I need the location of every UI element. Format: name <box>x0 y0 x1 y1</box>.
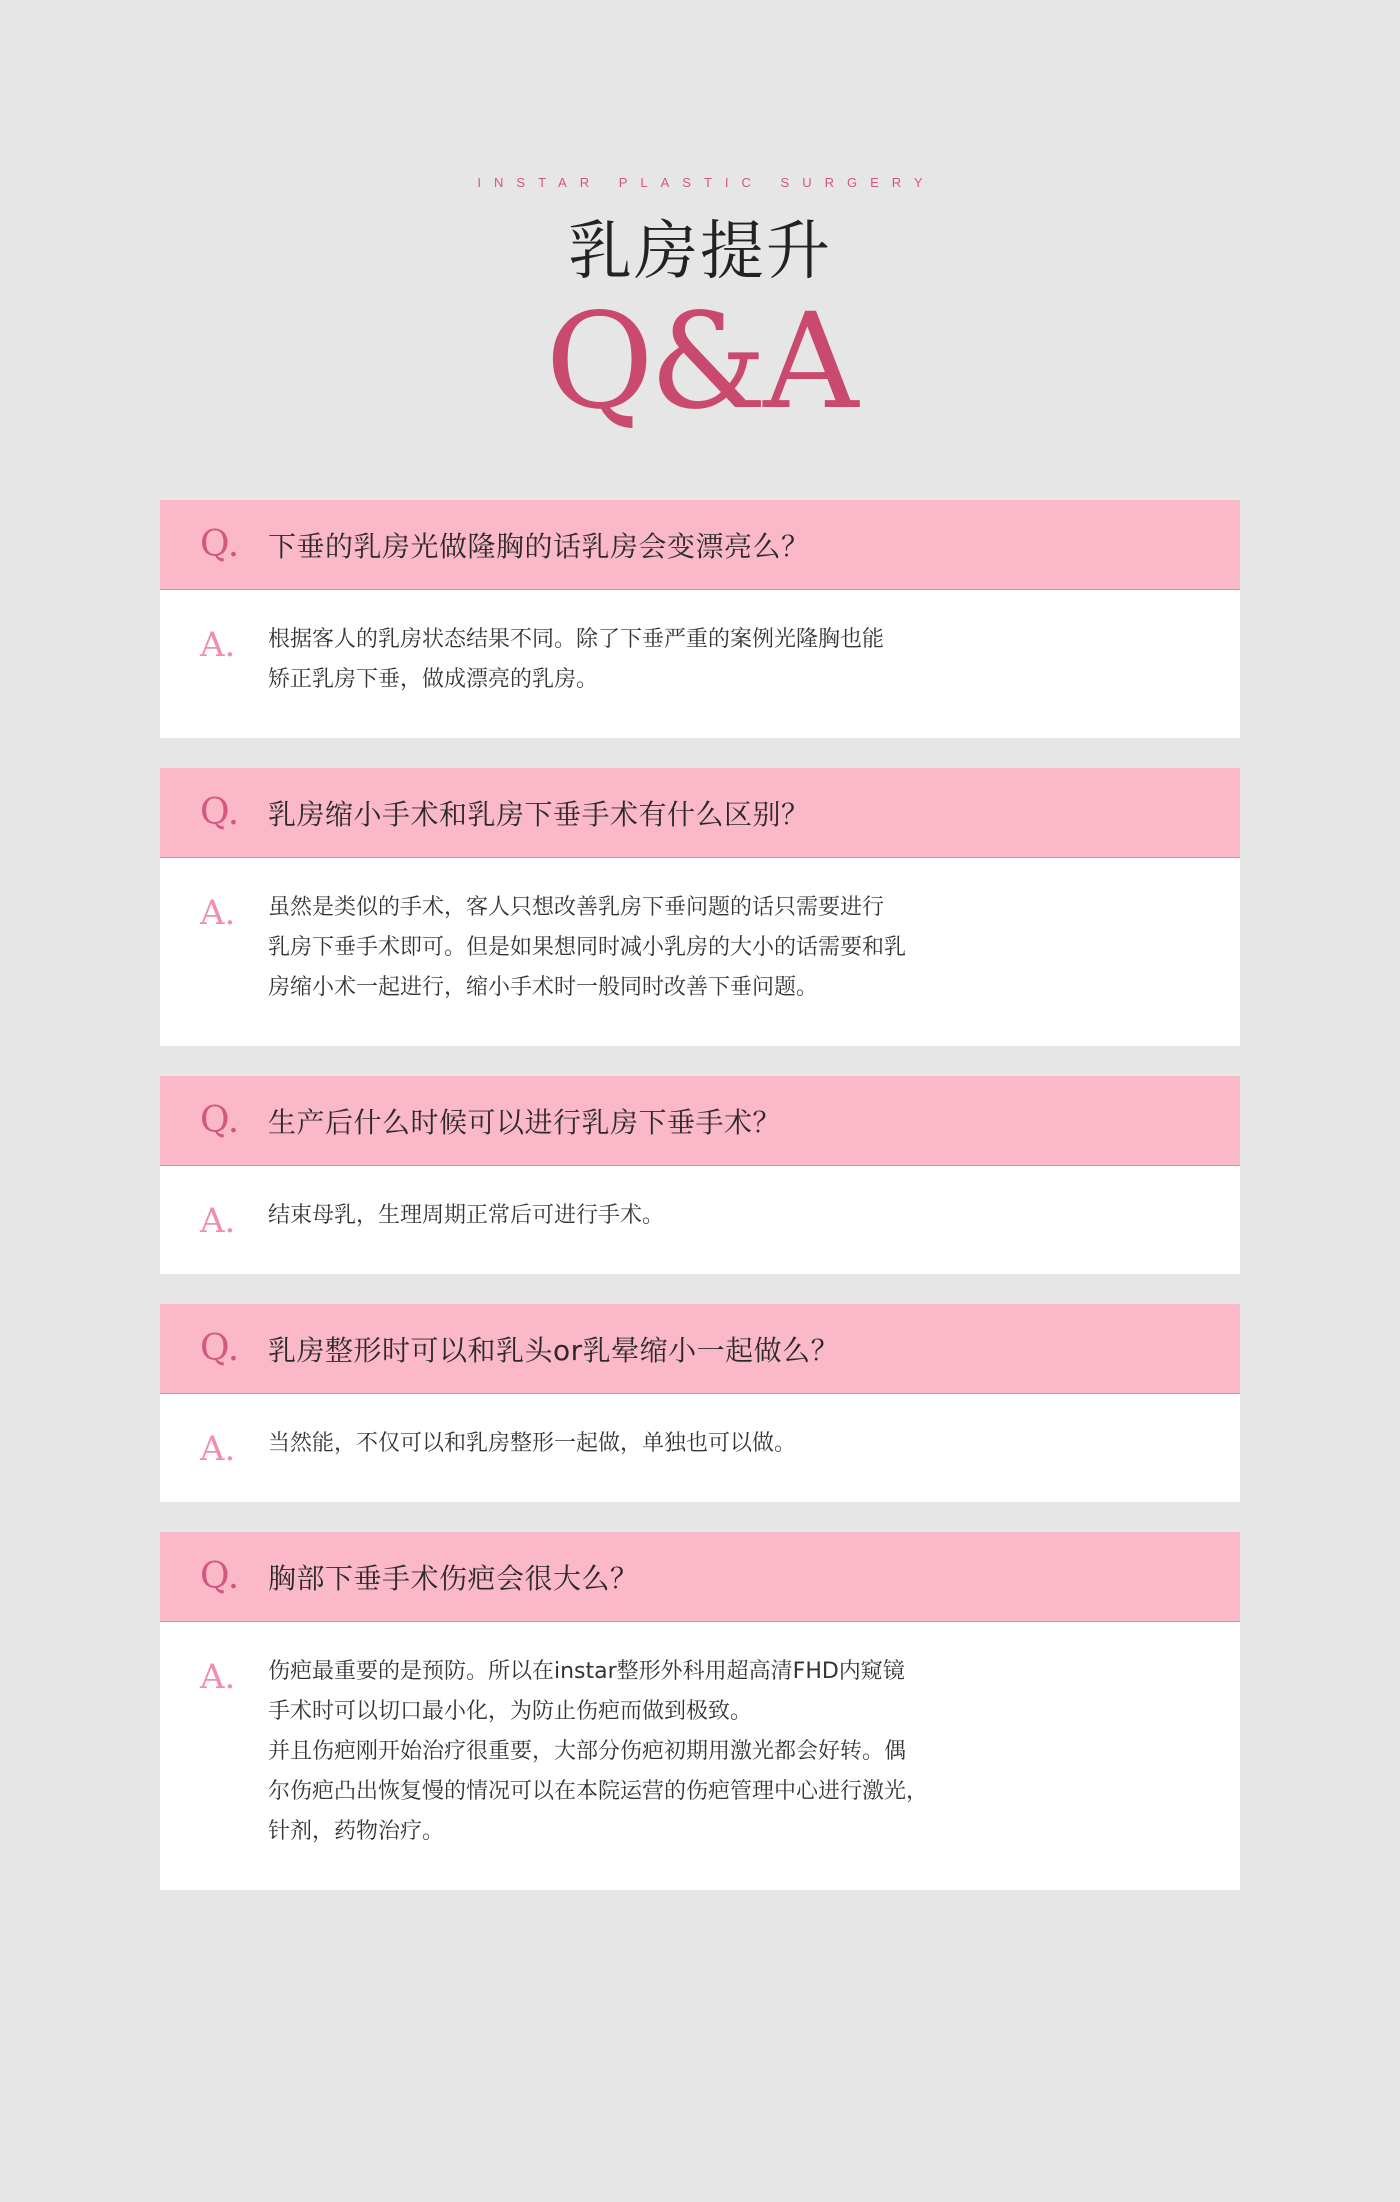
question-mark: Q. <box>200 524 240 565</box>
answer-line: 乳房下垂手术即可。但是如果想同时减小乳房的大小的话需要和乳 <box>268 935 907 960</box>
answer-panel <box>160 1622 1240 1890</box>
question-text: 乳房缩小手术和乳房下垂手术有什么区别？ <box>268 797 810 831</box>
question-bar <box>160 500 1240 590</box>
question-mark: Q. <box>200 1328 240 1369</box>
answer-line: 房缩小术一起进行，缩小手术时一般同时改善下垂问题。 <box>268 975 819 1000</box>
question-bar <box>160 768 1240 858</box>
question-bar <box>160 1076 1240 1166</box>
answer-line: 尔伤疤凸出恢复慢的情况可以在本院运营的伤疤管理中心进行激光， <box>268 1779 929 1804</box>
answer-text <box>268 1652 928 1852</box>
answer-panel <box>160 590 1240 738</box>
qa-logo: Q&A <box>545 285 855 439</box>
answer-mark: A. <box>200 1429 236 1469</box>
answer-line: 结束母乳，生理周期正常后可进行手术。 <box>268 1203 665 1228</box>
answer-mark: A. <box>200 625 236 665</box>
answer-text <box>268 1196 664 1236</box>
answer-line: 虽然是类似的手术，客人只想改善乳房下垂问题的话只需要进行 <box>268 895 885 920</box>
answer-line: 当然能，不仅可以和乳房整形一起做，单独也可以做。 <box>268 1431 797 1456</box>
question-text: 胸部下垂手术伤疤会很大么？ <box>268 1561 639 1595</box>
qa-item <box>160 1076 1240 1274</box>
answer-line: 伤疤最重要的是预防。所以在instar整形外科用超高清FHD内窥镜 <box>268 1659 905 1684</box>
question-text: 下垂的乳房光做隆胸的话乳房会变漂亮么？ <box>268 529 810 563</box>
qa-item <box>160 1304 1240 1502</box>
answer-text <box>268 888 906 1008</box>
qa-item <box>160 1532 1240 1890</box>
qa-item <box>160 500 1240 738</box>
answer-mark: A. <box>200 1201 236 1241</box>
answer-panel <box>160 1394 1240 1502</box>
answer-mark: A. <box>200 1657 236 1697</box>
answer-text <box>268 620 884 700</box>
answer-line: 手术时可以切口最小化，为防止伤疤而做到极致。 <box>268 1699 753 1724</box>
answer-panel <box>160 1166 1240 1274</box>
answer-text <box>268 1424 796 1464</box>
question-bar <box>160 1532 1240 1622</box>
answer-mark: A. <box>200 893 236 933</box>
qa-item <box>160 768 1240 1046</box>
qa-list <box>160 500 1240 1920</box>
question-text: 生产后什么时候可以进行乳房下垂手术？ <box>268 1105 782 1139</box>
brand-tagline: INSTAR PLASTIC SURGERY <box>477 175 936 190</box>
answer-line: 矫正乳房下垂，做成漂亮的乳房。 <box>268 667 599 692</box>
question-mark: Q. <box>200 792 240 833</box>
question-mark: Q. <box>200 1556 240 1597</box>
question-mark: Q. <box>200 1100 240 1141</box>
answer-panel <box>160 858 1240 1046</box>
page-title: 乳房提升 <box>568 215 832 289</box>
answer-line: 针剂，药物治疗。 <box>268 1819 445 1844</box>
question-text: 乳房整形时可以和乳头or乳晕缩小一起做么？ <box>268 1333 840 1367</box>
question-bar <box>160 1304 1240 1394</box>
answer-line: 并且伤疤刚开始治疗很重要，大部分伤疤初期用激光都会好转。偶 <box>268 1739 907 1764</box>
answer-line: 根据客人的乳房状态结果不同。除了下垂严重的案例光隆胸也能 <box>268 627 885 652</box>
